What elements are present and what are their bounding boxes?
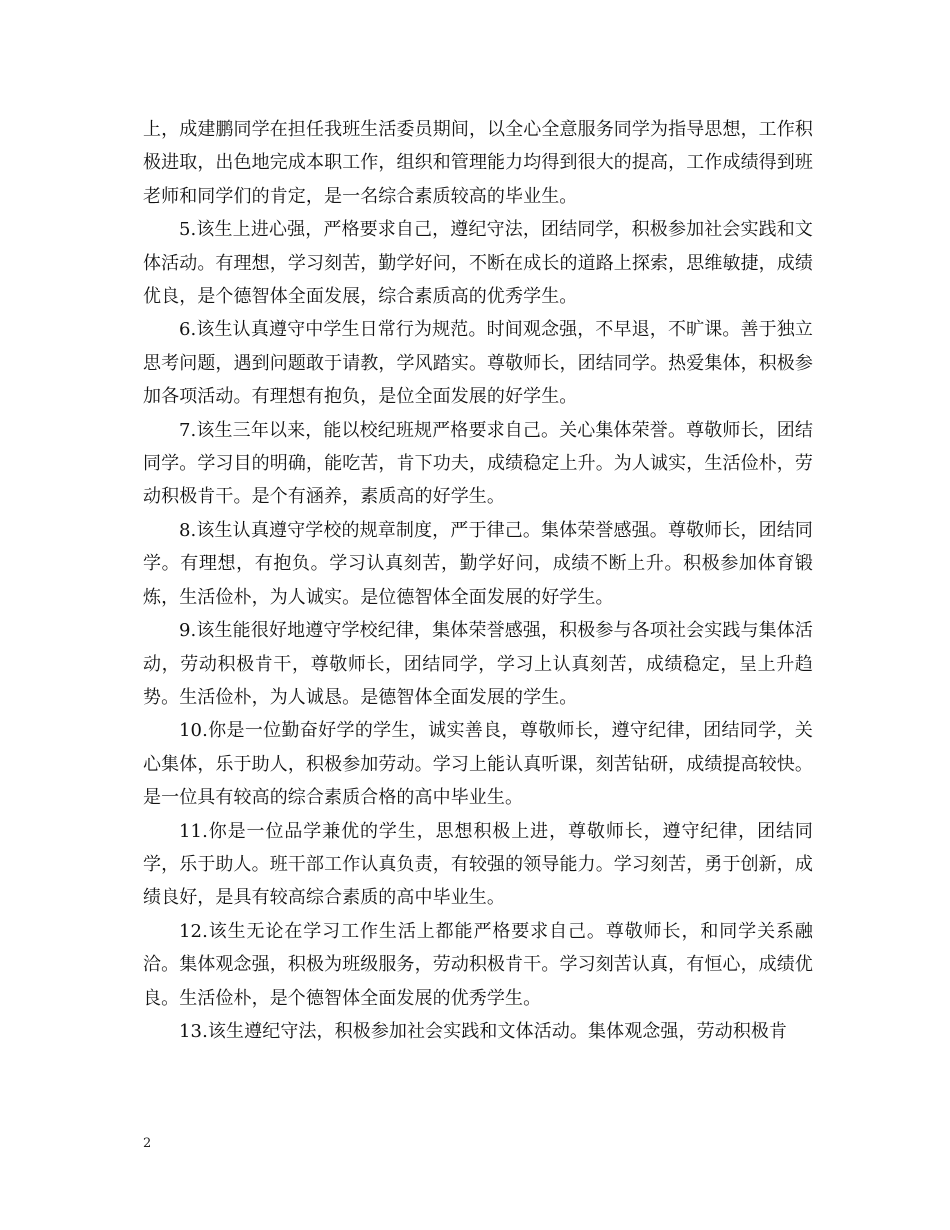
paragraph-item-12: 12.该生无论在学习工作生活上都能严格要求自己。尊敬师长，和同学关系融洽。集体观念强，积极为班级服务，劳动积极肯干。学习刻苦认真，有恒心，成绩优良。生活俭朴，是个德智体全面发展的优秀学生。 xyxy=(143,920,813,1009)
paragraph-item-7: 7.该生三年以来，能以校纪班规严格要求自己。关心集体荣誉。尊敬师长，团结同学。学习目的明确，能吃苦，肯下功夫，成绩稳定上升。为人诚实，生活俭朴，劳动积极肯干。是个有涵养，素质高的好学生。 xyxy=(143,419,813,508)
paragraph-continuation: 上，成建鹏同学在担任我班生活委员期间，以全心全意服务同学为指导思想，工作积极进取，出色地完成本职工作，组织和管理能力均得到很大的提高，工作成绩得到班老师和同学们的肯定，是一名综合素质较高的毕业生。 xyxy=(143,119,813,207)
paragraph-item-8: 8.该生认真遵守学校的规章制度，严于律己。集体荣誉感强。尊敬师长，团结同学。有理想，有抱负。学习认真刻苦，勤学好问，成绩不断上升。积极参加体育锻炼，生活俭朴，为人诚实。是位德智体全面发展的好学生。 xyxy=(143,519,813,608)
paragraph-item-10: 10.你是一位勤奋好学的学生，诚实善良，尊敬师长，遵守纪律，团结同学，关心集体，乐于助人，积极参加劳动。学习上能认真听课，刻苦钻研，成绩提高较快。是一位具有较高的综合素质合格的高中毕业生。 xyxy=(143,720,813,809)
paragraph-item-9: 9.该生能很好地遵守学校纪律，集体荣誉感强，积极参与各项社会实践与集体活动，劳动积极肯干，尊敬师长，团结同学，学习上认真刻苦，成绩稳定，呈上升趋势。生活俭朴，为人诚恳。是德智体全面发展的学生。 xyxy=(143,620,813,708)
paragraph-item-5: 5.该生上进心强，严格要求自己，遵纪守法，团结同学，积极参加社会实践和文体活动。有理想，学习刻苦，勤学好问，不断在成长的道路上探索，思维敏捷，成绩优良，是个德智体全面发展，综合素质高的优秀学生。 xyxy=(143,219,813,308)
paragraph-item-11: 11.你是一位品学兼优的学生，思想积极上进，尊敬师长，遵守纪律，团结同学，乐于助人。班干部工作认真负责，有较强的领导能力。学习刻苦，勇于创新，成绩良好，是具有较高综合素质的高中毕业生。 xyxy=(143,820,813,909)
page-number: 2 xyxy=(143,1136,152,1151)
paragraph-item-13: 13.该生遵纪守法，积极参加社会实践和文体活动。集体观念强，劳动积极肯 xyxy=(179,1020,788,1042)
paragraph-item-6: 6.该生认真遵守中学生日常行为规范。时间观念强，不早退，不旷课。善于独立思考问题，遇到问题敢于请教，学风踏实。尊敬师长，团结同学。热爱集体，积极参加各项活动。有理想有抱负，是位全面发展的好学生。 xyxy=(143,319,813,408)
document-body xyxy=(143,113,813,1048)
